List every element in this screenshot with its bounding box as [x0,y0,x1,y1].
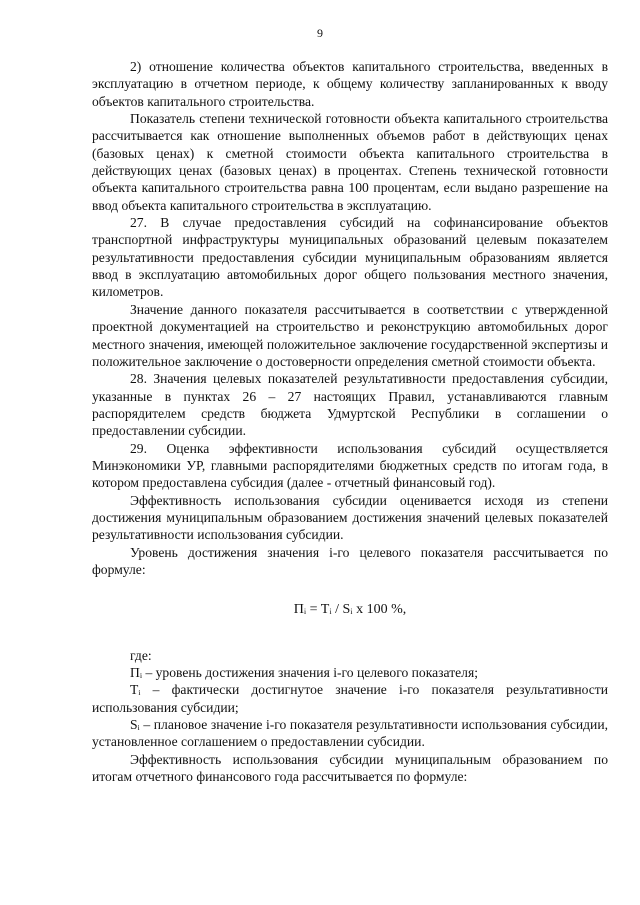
definition-s: Sᵢ – плановое значение i-го показателя результативности использования субсидии, установленное соглашением о предоставлении субсидии. [92,717,608,750]
paragraph-indicator-value: Значение данного показателя рассчитывается в соответствии с утвержденной проектной документацией на строительство и реконструкцию автомобильных дорог местного значения, имеющей положительное заключение государственной экспертизы и положительное заключение о достоверности определения сметной стоимости объекта. [92,301,608,369]
definition-t: Tᵢ – фактически достигнутое значение i-го показателя результативности использования субсидии; [92,682,608,715]
paragraph-28: 28. Значения целевых показателей результативности предоставления субсидии, указанные в пунктах 26 – 27 настоящих Правил, устанавливаются главным распорядителем средств бюджета Удмуртской Республики в соглашении о предоставлении субсидии. [92,371,608,439]
paragraph-technical-readiness: Показатель степени технической готовности объекта капитального строительства рассчитывается как отношение выполненных объемов работ в действующих ценах (базовых ценах) к сметной стоимости объекта капитального строительства в действующих ценах (базовых ценах) в процентах. Степень технической готовности объекта капитального строительства равна 100 процентам, если выдано разрешение на ввод объекта капитального строительства в эксплуатацию. [92,111,608,213]
paragraph-municipal-efficiency: Эффективность использования субсидии муниципальным образованием по итогам отчетного финансового года рассчитывается по формуле: [92,751,608,785]
definition-p: Пᵢ – уровень достижения значения i-го целевого показателя; [130,665,478,680]
paragraph-achievement-level: Уровень достижения значения i-го целевого показателя рассчитывается по формуле: [92,544,608,577]
paragraph-27: 27. В случае предоставления субсидий на софинансирование объектов транспортной инфраструктуры муниципальных образований целевым показателем результативности предоставления субсидии муниципальным образованиям является ввод в эксплуатацию автомобильных дорог общего пользования местного значения, километров. [92,215,608,300]
paragraph-efficiency-assessment: Эффективность использования субсидии оценивается исходя из степени достижения муниципальным образованием достижения значений целевых показателей результативности использования субсидии. [92,492,608,543]
paragraph-item-2: 2) отношение количества объектов капитального строительства, введенных в эксплуатацию в отчетном периоде, к общему количеству запланированных к вводу объектов капитального строительства. [92,59,608,109]
document-body [92,58,608,785]
where-label: где: [130,647,152,663]
formula-achievement-level: Пᵢ = Tᵢ / Sᵢ x 100 %, [293,602,407,618]
page-number: 9 [317,26,323,40]
paragraph-29: 29. Оценка эффективности использования субсидий осуществляется Минэкономики УР, главными распорядителями бюджетных средств по итогам года, в котором предоставлена субсидия (далее - отчетный финансовый год). [92,440,608,491]
